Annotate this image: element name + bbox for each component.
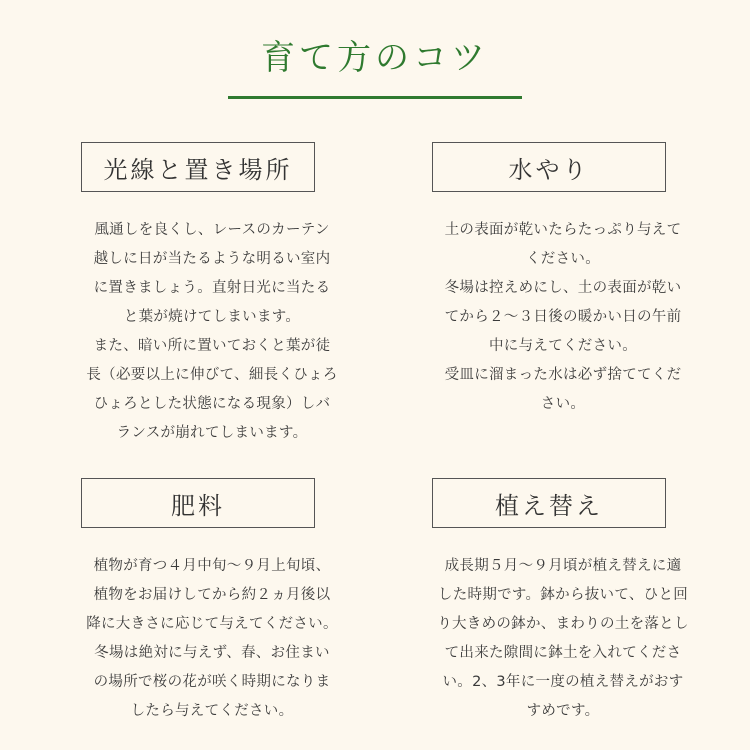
- body-line: ひょろとした状態になる現象）しバ: [93, 396, 331, 412]
- section-body: [62, 216, 362, 448]
- section-light-placement: [62, 142, 362, 448]
- body-line: また、暗い所に置いておくと葉が徒: [93, 338, 331, 354]
- section-fertilizer: [62, 478, 362, 726]
- body-line: 降に大きさに応じて与えてください。: [86, 616, 338, 632]
- body-line: した時期です。鉢から抜いて、ひと回: [437, 587, 689, 603]
- body-line: さい。: [540, 396, 586, 412]
- section-body: [62, 552, 362, 726]
- section-body: [413, 216, 713, 419]
- body-line: てから２～３日後の暖かい日の午前: [444, 309, 682, 325]
- body-line: の場所で桜の花が咲く時期になりま: [93, 674, 331, 690]
- body-line: 植物をお届けしてから約２ヵ月後以: [93, 587, 331, 603]
- section-heading: 水やり: [432, 142, 666, 192]
- page-title: 育て方のコツ: [261, 38, 489, 78]
- body-line: ランスが崩れてしまいます。: [116, 425, 308, 441]
- body-line: すめです。: [526, 703, 600, 719]
- body-line: 長（必要以上に伸びて、細長くひょろ: [86, 367, 338, 383]
- section-body: [413, 552, 713, 726]
- body-line: り大きめの鉢か、まわりの土を落とし: [437, 616, 689, 632]
- body-line: い。2、3年に一度の植え替えがおす: [442, 674, 684, 690]
- body-line: 越しに日が当たるような明るい室内: [93, 251, 331, 267]
- body-line: 中に与えてください。: [489, 338, 637, 354]
- body-line: 冬場は絶対に与えず、春、お住まい: [94, 645, 330, 661]
- body-line: したら与えてください。: [130, 703, 294, 719]
- section-watering: [413, 142, 713, 419]
- body-line: ください。: [526, 251, 600, 267]
- body-line: 風通しを良くし、レースのカーテン: [94, 222, 330, 238]
- body-line: 成長期５月～９月頃が植え替えに適: [444, 558, 682, 574]
- body-line: と葉が焼けてしまいます。: [123, 309, 301, 325]
- body-line: 土の表面が乾いたらたっぷり与えて: [444, 222, 682, 238]
- section-heading: 光線と置き場所: [81, 142, 315, 192]
- body-line: 受皿に溜まった水は必ず捨ててくだ: [444, 367, 682, 383]
- section-heading: 肥料: [81, 478, 315, 528]
- section-repotting: [413, 478, 713, 726]
- title-underline: [228, 96, 522, 99]
- body-line: に置きましょう。直射日光に当たる: [93, 280, 331, 296]
- body-line: て出来た隙間に鉢土を入れてくださ: [444, 645, 682, 661]
- body-line: 植物が育つ４月中旬～９月上旬頃、: [93, 558, 331, 574]
- section-heading: 植え替え: [432, 478, 666, 528]
- body-line: 冬場は控えめにし、土の表面が乾い: [444, 280, 682, 296]
